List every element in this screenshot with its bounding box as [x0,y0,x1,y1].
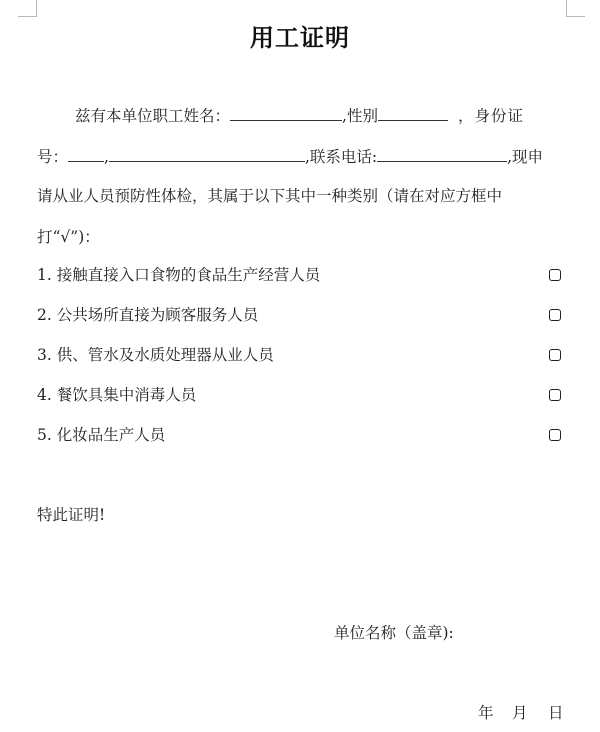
category-checkbox[interactable] [549,389,561,401]
id-continued-label: 号： [37,148,69,166]
date-year-label: 年 [478,704,494,722]
category-label: 5. 化妆品生产人员 [37,426,166,444]
document-title: 用工证明 [250,24,350,52]
phone-blank-field[interactable] [377,145,507,162]
date-month-label: 月 [512,704,528,722]
category-label: 3. 供、管水及水质处理器从业人员 [37,346,274,364]
gender-blank-field[interactable] [378,104,448,121]
category-checkbox[interactable] [549,349,561,361]
paragraph-line-1 [75,104,524,127]
id-blank-field-short[interactable] [68,145,104,162]
phone-label: ,联系电话: [304,148,378,166]
paragraph-line-4: 打“√”)： [37,228,100,246]
page-corner-mark-top-left [18,0,37,17]
category-label: 2. 公共场所直接为顾客服务人员 [37,306,259,324]
unit-name-seal-label: 单位名称（盖章): [334,624,454,642]
category-checkbox[interactable] [549,429,561,441]
gender-label: ,性别 [342,107,378,125]
id-blank-field-long[interactable] [109,145,305,162]
page-corner-mark-top-right [566,0,585,17]
name-blank-field[interactable] [230,104,342,121]
intro-text: 兹有本单位职工姓名： [75,107,231,125]
category-checkbox[interactable] [549,309,561,321]
category-label: 1. 接触直接入口食物的食品生产经营人员 [37,266,321,284]
id-label: ，身份证 [457,107,524,125]
category-label: 4. 餐饮具集中消毒人员 [37,386,197,404]
paragraph-line-3: 请从业人员预防性体检，其属于以下其中一种类别（请在对应方框中 [37,187,503,205]
comma-text: , [104,148,109,166]
certify-text: 特此证明! [37,506,106,524]
apply-text: ,现申 [507,148,544,166]
date-day-label: 日 [548,704,564,722]
category-checkbox[interactable] [549,269,561,281]
paragraph-line-2 [37,145,543,168]
